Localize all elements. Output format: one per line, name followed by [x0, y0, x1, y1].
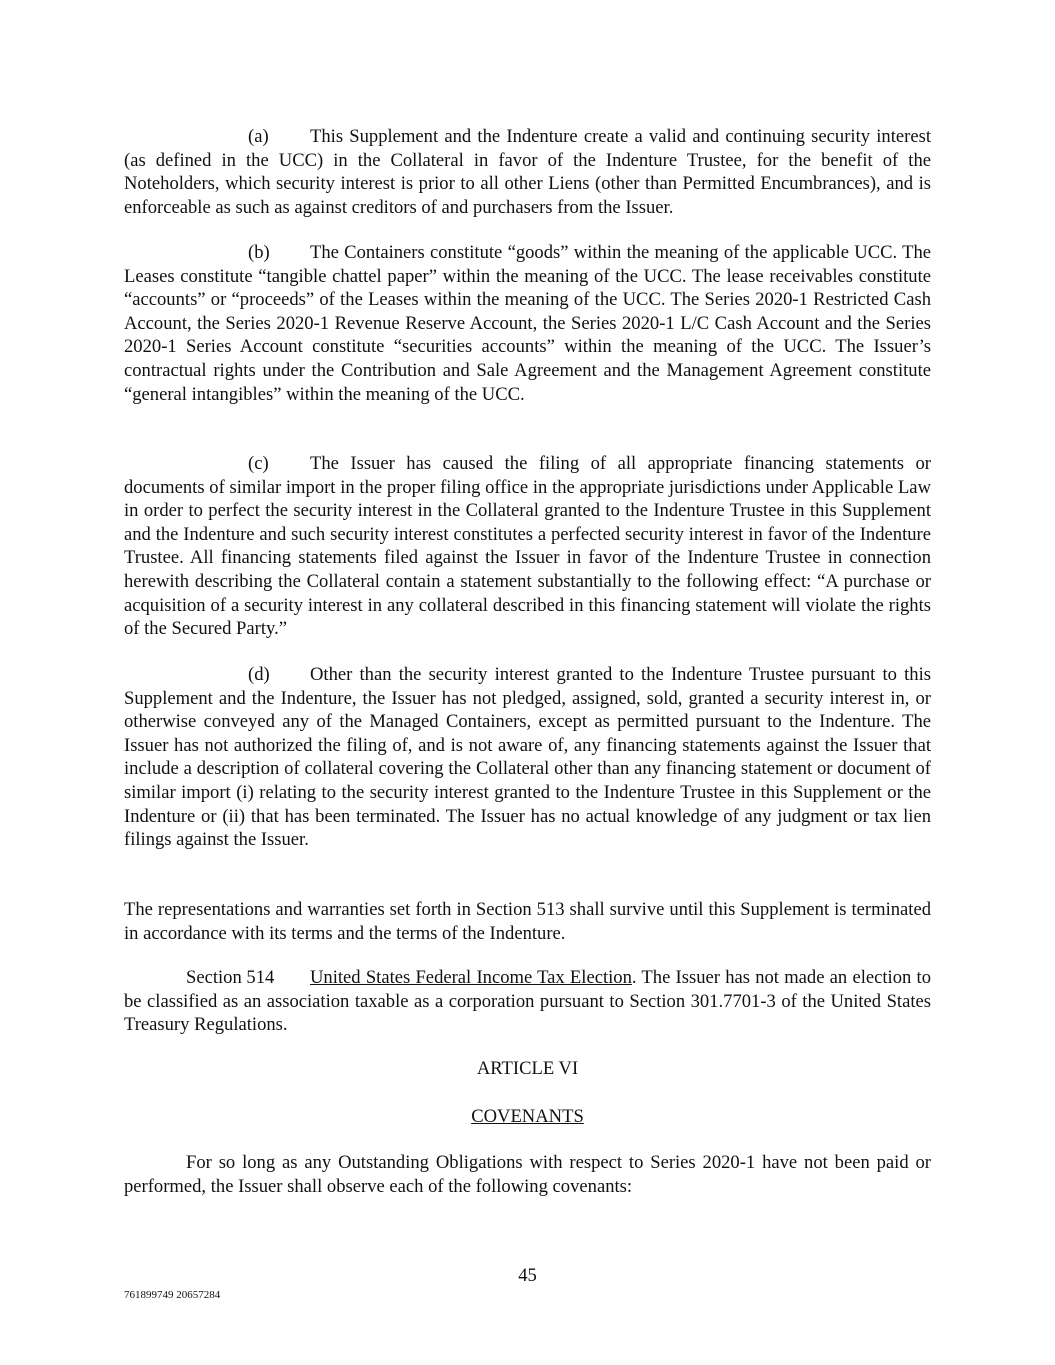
paragraph-a-label: (a) [248, 126, 269, 147]
article-number: ARTICLE VI [476, 1058, 579, 1079]
article-title [124, 1105, 931, 1129]
paragraph-b [124, 241, 931, 406]
paragraph-b-label: (b) [248, 242, 270, 263]
covenants-intro: For so long as any Outstanding Obligations with respect to Series 2020-1 have not been paid or performed, the Issuer shall observe each of the following covenants: [124, 1152, 931, 1197]
paragraph-c-text: The Issuer has caused the filing of all appropriate financing statements or documents of similar import in the proper filing office in the appropriate jurisdictions under Applicable Law in order to perfect the security interest in the Collateral granted to the Indenture Trustee in this Supplement and the Indenture and such security interest constitutes a perfected security interest in favor of the Indenture Trustee. All financing statements filed against the Issuer in favor of the Indenture Trustee in connection herewith describing the Collateral contain a statement substantially to the following effect: “A purchase or acquisition of a security interest in any collateral described in this financing statement will violate the rights of the Secured Party.” [124, 453, 931, 640]
paragraph-a-text: This Supplement and the Indenture create a valid and continuing security interest (as defined in the UCC) in the Collateral in favor of the Indenture Trustee, for the benefit of the Noteholders, which security interest is prior to all other Liens (other than Permitted Encumbrances), and is enforceable as such as against creditors of and purchasers from the Issuer. [124, 126, 931, 218]
page-number: 45 [518, 1265, 537, 1286]
paragraph-b-text: The Containers constitute “goods” within the meaning of the applicable UCC. The Leases constitute “tangible chattel paper” within the meaning of the UCC. The lease receivables constitute “accounts” or “proceeds” of the Leases within the meaning of the UCC. The Series 2020-1 Restricted Cash Account, the Series 2020-1 Revenue Reserve Account, the Series 2020-1 L/C Cash Account and the Series 2020-1 Series Account constitute “securities accounts” within the meaning of the UCC. The Issuer’s contractual rights under the Contribution and Sale Agreement and the Management Agreement constitute “general intangibles” within the meaning of the UCC. [124, 242, 931, 405]
section-514 [124, 966, 931, 1037]
document-id: 761899749 20657284 [124, 1289, 221, 1301]
section-514-number: Section 514 [186, 967, 275, 988]
survival-paragraph: The representations and warranties set forth in Section 513 shall survive until this Supplement is terminated in accordance with its terms and the terms of the Indenture. [124, 899, 931, 944]
section-514-text: . The Issuer has not made an election to be classified as an association taxable as a corporation pursuant to Section 301.7701-3 of the United States Treasury Regulations. [124, 967, 931, 1036]
section-514-title: United States Federal Income Tax Election [310, 967, 632, 988]
paragraph-c [124, 452, 931, 641]
paragraph-a [124, 125, 931, 219]
paragraph-c-label: (c) [248, 453, 269, 474]
paragraph-d-label: (d) [248, 664, 270, 685]
article-title-text: COVENANTS [471, 1106, 584, 1127]
paragraph-d [124, 663, 931, 852]
paragraph-d-text: Other than the security interest granted to the Indenture Trustee pursuant to this Supplement and the Indenture, the Issuer has not pledged, assigned, sold, granted a security interest in, or otherwise conveyed any of the Managed Containers, except as permitted pursuant to the Indenture. The Issuer has not authorized the filing of, and is not aware of, any financing statements against the Issuer that include a description of collateral covering the Collateral other than any financing statement or document of similar import (i) relating to the security interest granted to the Indenture Trustee in this Supplement or the Indenture or (ii) that has been terminated. The Issuer has no actual knowledge of any judgment or tax lien filings against the Issuer. [124, 664, 931, 851]
